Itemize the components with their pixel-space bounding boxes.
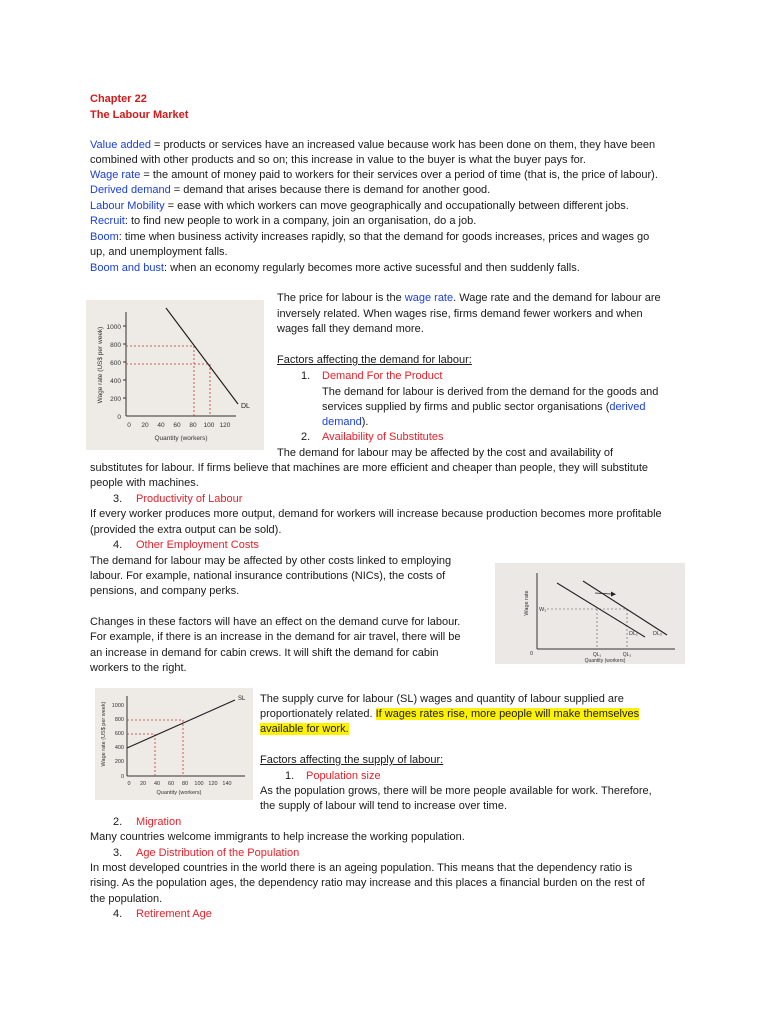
y-ticks (107, 324, 126, 421)
y-tick-label: 0 (120, 774, 124, 780)
y-ticks (112, 703, 124, 780)
factor-number: 4. (113, 908, 123, 920)
definition-text: : time when business activity increases rapidly, so that the demand for goods increases, prices and wages go (118, 231, 650, 243)
factor-text: the population. (90, 893, 163, 905)
quantity-label: QL₂ (622, 652, 632, 658)
y-tick-label: 400 (114, 745, 124, 751)
y-axis-label: Wage rate (US$ per week) (101, 701, 107, 767)
demand-shift-chart (495, 563, 685, 664)
x-tick-label: 60 (167, 781, 175, 787)
factor-text (322, 400, 645, 415)
supply-intro-line (260, 707, 639, 722)
definition-recruit (90, 214, 476, 229)
factor-text: people with machines. (90, 477, 199, 489)
term: Labour Mobility (90, 200, 165, 212)
y-tick-label: 400 (110, 378, 121, 385)
supply-factors-heading: Factors affecting the supply of labour: (260, 754, 444, 766)
demand-curve (166, 308, 238, 404)
arrow-head-icon (611, 592, 616, 597)
x-axis-label: Quantity (workers) (156, 790, 202, 796)
factor-text: As the population grows, there will be more people available for work. Therefore, (260, 785, 652, 797)
demand-curve-1 (557, 583, 645, 637)
term: Value added (90, 139, 151, 151)
demand-intro-line: wages fall they demand more. (277, 323, 424, 335)
x-tick-label: 80 (181, 781, 189, 787)
curve-label: DL₂ (653, 631, 663, 637)
definition-text: up, and unemployment falls. (90, 246, 228, 258)
term: Wage rate (90, 169, 141, 181)
definition-text: combined with other products and so on; this increase in value to the buyer is what the buyer pays for. (90, 154, 586, 166)
x-tick-label: 20 (139, 781, 147, 787)
highlighted-text: available for work. (260, 723, 349, 735)
y-tick-label: 800 (110, 342, 121, 349)
x-tick-label: 0 (127, 781, 131, 787)
text: . Wage rate and the demand for labour are (453, 292, 661, 304)
origin-label: 0 (529, 651, 533, 657)
x-ticks (127, 781, 231, 787)
demand-chart (86, 300, 264, 450)
y-tick-label: 600 (110, 360, 121, 367)
term: Recruit (90, 215, 125, 227)
term: wage rate (404, 292, 454, 304)
definition-text: : when an economy regularly becomes more active sucessful and then suddenly falls. (164, 262, 580, 274)
supply-chart-image (95, 688, 253, 800)
wage-label: W₁ (539, 607, 547, 613)
demand-shift-chart-image (495, 563, 685, 664)
definition-boom-and-bust (90, 261, 580, 276)
factor-text: rising. As the population ages, the dependency ratio may increase and this places a financial burden on the rest of (90, 877, 645, 889)
changes-text: workers to the right. (90, 662, 187, 674)
chapter-number: Chapter 22 (90, 93, 147, 105)
factor-text: (provided the extra output can be sold). (90, 524, 282, 536)
text: services supplied by firms and public sector organisations ( (322, 401, 610, 413)
y-tick-label: 200 (110, 396, 121, 403)
demand-chart-image (86, 300, 264, 450)
x-tick-label: 40 (157, 422, 165, 429)
text: proportionately related. (260, 708, 376, 720)
curve-label: DL₁ (629, 631, 638, 637)
x-axis-label: Quantity (workers) (154, 435, 208, 442)
factor-number: 2. (113, 816, 123, 828)
demand-intro-line: inversely related. When wages rise, firms demand fewer workers and when (277, 308, 643, 320)
definition-text: = demand that arises because there is demand for another good. (170, 184, 491, 196)
highlighted-text: If wages rates rise, more people will make themselves (375, 708, 640, 720)
y-tick-label: 1000 (106, 324, 121, 331)
x-tick-label: 60 (173, 422, 181, 429)
factor-text: substitutes for labour. If firms believe that machines are more efficient and cheaper than people, they will substitute (90, 462, 649, 474)
factor-text: The demand for labour may be affected by other costs linked to employing (90, 555, 452, 567)
y-tick-label: 800 (114, 717, 124, 723)
term: Boom and bust (90, 262, 164, 274)
demand-intro (277, 291, 661, 306)
factor-text: Many countries welcome immigrants to help increase the working population. (90, 831, 465, 843)
curve-label: DL (241, 403, 250, 410)
quantity-label: QL₁ (592, 652, 602, 658)
definition-text: = the amount of money paid to workers for their services over a period of time (that is, the price of labour). (140, 169, 658, 181)
factor-availability-of-substitutes: Availability of Substitutes (322, 431, 444, 443)
term: Boom (90, 231, 119, 243)
supply-chart (95, 688, 253, 800)
factor-text (322, 415, 369, 430)
changes-text: Changes in these factors will have an effect on the demand curve for labour. (90, 616, 461, 628)
term: demand (322, 416, 362, 428)
term: Derived demand (90, 184, 171, 196)
factor-retirement-age: Retirement Age (136, 908, 212, 920)
x-tick-label: 100 (194, 781, 204, 787)
changes-text: For example, if there is an increase in the demand for air travel, there will be (90, 631, 461, 643)
definition-value-added (90, 138, 655, 153)
factor-text: labour. For example, national insurance contributions (NICs), the costs of (90, 570, 446, 582)
supply-intro-line: The supply curve for labour (SL) wages and quantity of labour supplied are (260, 693, 624, 705)
factor-other-employment-costs: Other Employment Costs (136, 539, 259, 551)
text: ). (361, 416, 369, 428)
y-axis-label: Wage rate (US$ per week) (97, 326, 104, 404)
definition-derived-demand (90, 183, 490, 198)
x-tick-label: 80 (189, 422, 197, 429)
demand-curve-2 (583, 581, 667, 635)
factor-text: The demand for labour may be affected by the cost and availability of (277, 447, 614, 459)
factor-demand-for-product: Demand For the Product (322, 370, 443, 382)
x-tick-label: 20 (141, 422, 149, 429)
chapter-title: The Labour Market (90, 109, 189, 121)
x-tick-label: 0 (127, 422, 131, 429)
factor-number: 3. (113, 493, 123, 505)
changes-text: an increase in demand for cabin crews. It will shift the demand for cabin (90, 647, 439, 659)
text: The price for labour is the (277, 292, 405, 304)
definition-text: : to find new people to work in a company, join an organisation, do a job. (124, 215, 477, 227)
factor-text: In most developed countries in the world there is an ageing population. This means that the dependency ratio is (90, 862, 633, 874)
y-tick-label: 600 (114, 731, 124, 737)
factor-number: 1. (285, 770, 295, 782)
y-axis-label: Wage rate (524, 590, 530, 616)
definition-text: = products or services have an increased value because work has been done on them, they have been (150, 139, 656, 151)
definition-labour-mobility (90, 199, 629, 214)
x-tick-label: 40 (153, 781, 161, 787)
supply-intro-line (260, 722, 349, 737)
factor-text: If every worker produces more output, demand for workers will increase because production becomes more profitable (90, 508, 662, 520)
factor-text: pensions, and company perks. (90, 585, 240, 597)
y-tick-label: 200 (114, 759, 124, 765)
factor-migration: Migration (136, 816, 182, 828)
demand-factors-heading: Factors affecting the demand for labour: (277, 354, 472, 366)
x-ticks (127, 422, 231, 429)
factor-number: 3. (113, 847, 123, 859)
factor-number: 4. (113, 539, 123, 551)
factor-text: The demand for labour is derived from the demand for the goods and (322, 386, 659, 398)
factor-number: 1. (301, 370, 311, 382)
factor-text: the supply of labour will tend to increase over time. (260, 800, 508, 812)
curve-label: SL (238, 696, 246, 702)
supply-curve (127, 700, 235, 748)
term: derived (609, 401, 646, 413)
definition-boom (90, 230, 649, 245)
x-tick-label: 100 (203, 422, 215, 429)
x-tick-label: 140 (222, 781, 232, 787)
y-tick-label: 1000 (111, 703, 124, 709)
factor-productivity-of-labour: Productivity of Labour (136, 493, 243, 505)
factor-population-size: Population size (306, 770, 381, 782)
definition-text: = ease with which workers can move geographically and occupationally between different jobs. (164, 200, 629, 212)
y-tick-label: 0 (117, 414, 121, 421)
definition-wage-rate (90, 168, 658, 183)
factor-age-distribution: Age Distribution of the Population (136, 847, 300, 859)
x-tick-label: 120 (208, 781, 218, 787)
shift-arrow (595, 593, 611, 594)
x-axis-label: Quantity (workers) (584, 658, 626, 664)
factor-number: 2. (301, 431, 311, 443)
x-tick-label: 120 (219, 422, 231, 429)
